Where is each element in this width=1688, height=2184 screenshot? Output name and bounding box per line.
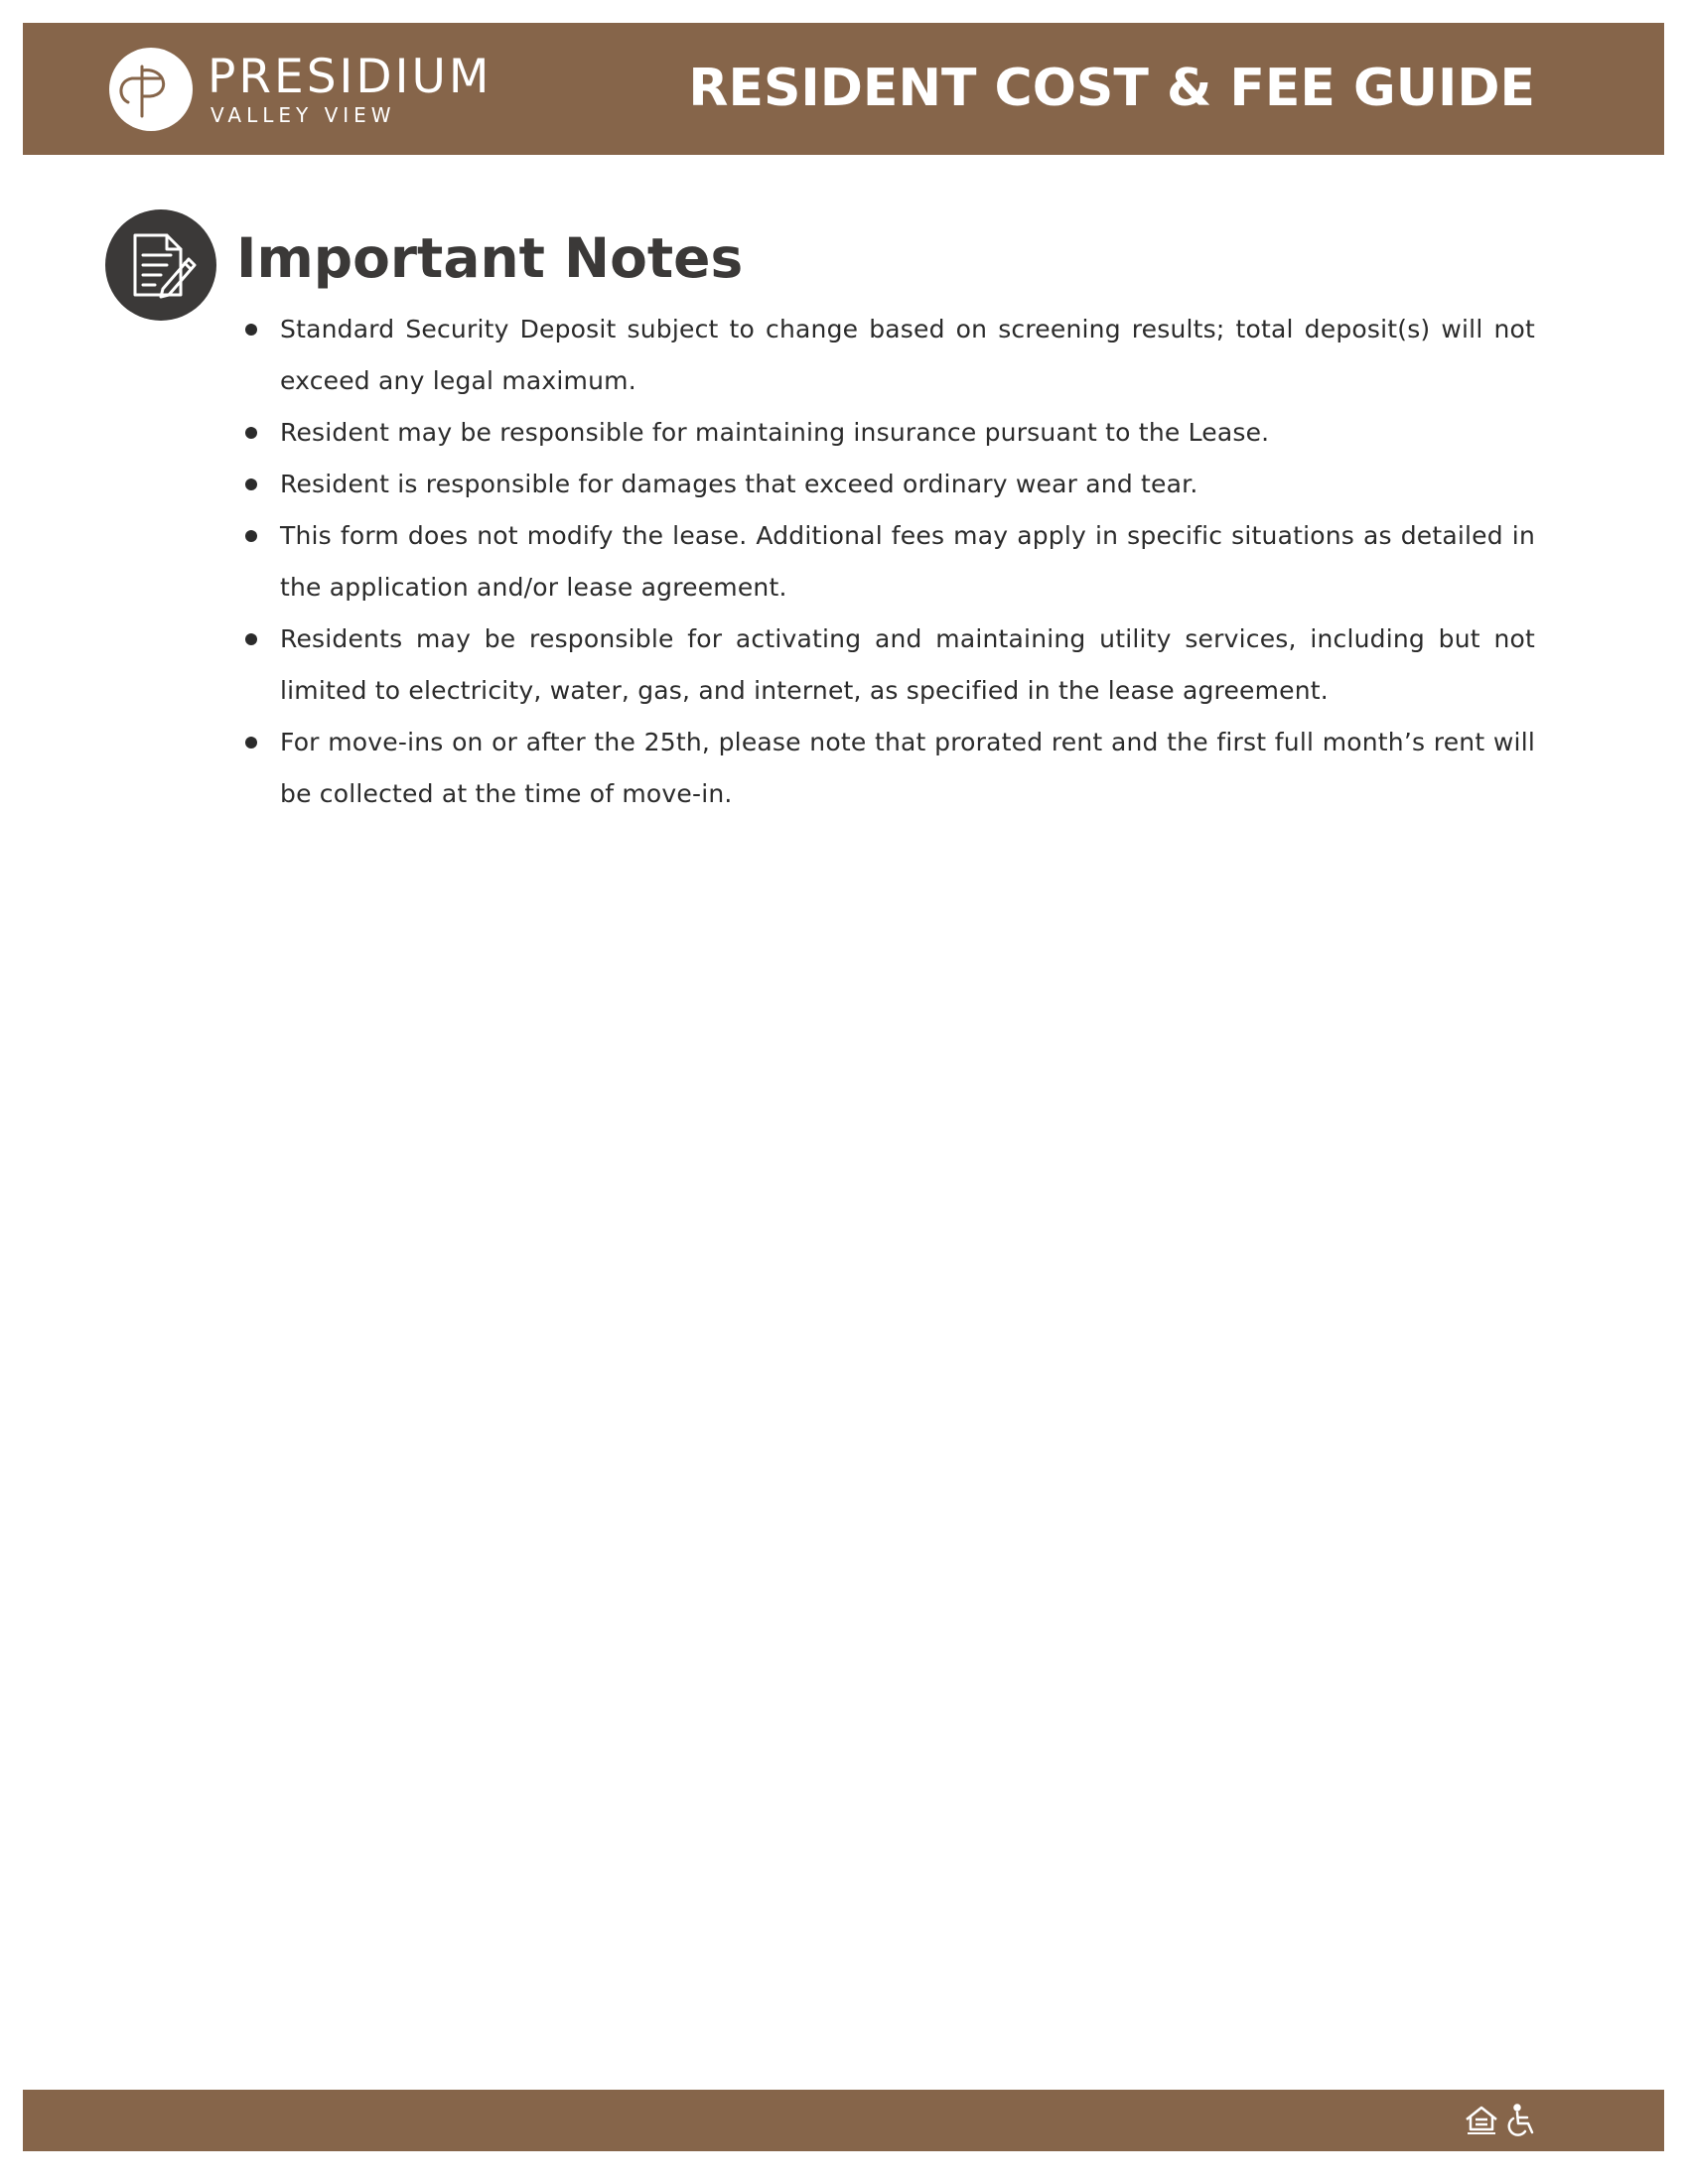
header-band — [23, 23, 1664, 155]
note-item: Resident is responsible for damages that exceed ordinary wear and tear. — [280, 459, 1535, 510]
note-item: Standard Security Deposit subject to change based on screening results; total deposit(s) will not exceed any legal maximum. — [280, 304, 1535, 407]
document-edit-icon-graphic — [105, 209, 216, 321]
brand-logo — [108, 42, 492, 136]
accessibility-icon — [1505, 2104, 1539, 2137]
note-item: Resident may be responsible for maintaining insurance pursuant to the Lease. — [280, 407, 1535, 459]
note-item: Residents may be responsible for activating and maintaining utility services, including but not limited to electricity, water, gas, and internet, as specified in the lease agreement. — [280, 614, 1535, 717]
presidium-logo-mark-icon — [108, 47, 194, 132]
document-title: RESIDENT COST & FEE GUIDE — [688, 59, 1535, 118]
important-notes-list — [280, 304, 1535, 820]
document-edit-icon — [105, 209, 216, 321]
brand-name: PRESIDIUM — [208, 49, 492, 104]
equal-housing-opportunity-icon — [1464, 2105, 1499, 2136]
footer-band — [23, 2090, 1664, 2151]
note-item: This form does not modify the lease. Additional fees may apply in specific situations as detailed in the application and/or lease agreement. — [280, 510, 1535, 614]
important-notes-heading: Important Notes — [236, 226, 744, 290]
footer-icons — [1464, 2104, 1539, 2137]
brand-subname: VALLEY VIEW — [211, 102, 396, 127]
note-item: For move-ins on or after the 25th, please note that prorated rent and the first full month’s rent will be collected at the time of move-in. — [280, 717, 1535, 820]
